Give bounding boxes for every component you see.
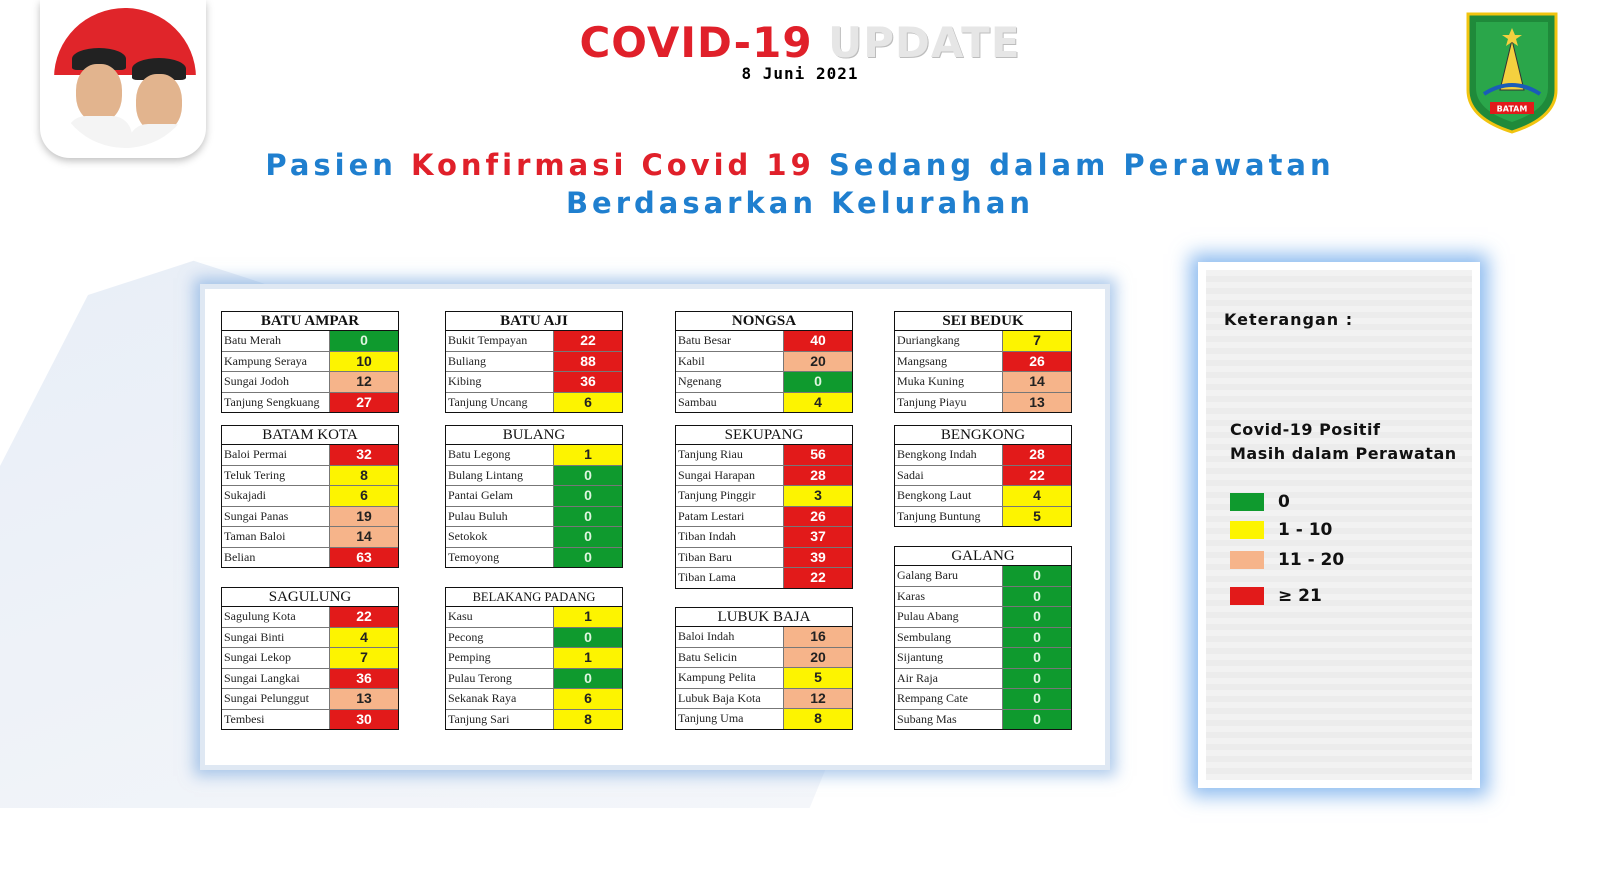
table-row	[222, 548, 398, 568]
kelurahan-name: Pulau Abang	[897, 609, 959, 623]
case-count: 8	[553, 710, 622, 730]
kelurahan-name: Kampung Seraya	[224, 353, 307, 368]
case-count: 26	[1002, 352, 1071, 372]
kelurahan-name: Setokok	[448, 529, 488, 543]
kelurahan-name: Kasu	[448, 609, 473, 623]
table-row	[895, 486, 1071, 507]
table-row	[222, 527, 398, 548]
table-row	[222, 331, 398, 352]
legend-label: 11 - 20	[1278, 550, 1345, 570]
case-count: 16	[783, 627, 852, 647]
district-name: LUBUK BAJA	[676, 608, 852, 627]
legend-caption-line1: Covid-19 Positif	[1230, 420, 1381, 439]
case-count: 63	[329, 548, 398, 568]
case-count: 0	[553, 486, 622, 506]
case-count: 36	[329, 669, 398, 689]
district-name: BENGKONG	[895, 426, 1071, 445]
kelurahan-name: Pulau Buluh	[448, 508, 508, 523]
table-row	[446, 527, 622, 548]
case-count: 28	[783, 466, 852, 486]
case-count: 5	[783, 668, 852, 688]
batam-city-emblem-icon	[1462, 10, 1562, 136]
table-row	[222, 352, 398, 373]
legend-label: 0	[1278, 492, 1290, 512]
kelurahan-name: Tiban Indah	[678, 529, 736, 543]
district-name: BELAKANG PADANG	[446, 588, 622, 607]
table-row	[895, 372, 1071, 393]
case-count: 0	[553, 527, 622, 547]
kelurahan-name: Sadai	[897, 467, 924, 482]
kelurahan-name: Sungai Binti	[224, 629, 285, 644]
title-main: COVID-19	[579, 18, 813, 67]
district-table-sei-beduk	[894, 311, 1072, 413]
subtitle-part-b: Konfirmasi Covid 19	[411, 148, 815, 182]
case-count: 0	[783, 372, 852, 392]
table-row	[446, 507, 622, 528]
kelurahan-name: Taman Baloi	[224, 529, 286, 543]
district-name: SEKUPANG	[676, 426, 852, 445]
kelurahan-name: Sagulung Kota	[224, 609, 296, 623]
kelurahan-name: Tanjung Buntung	[897, 508, 981, 523]
case-count: 13	[1002, 393, 1071, 413]
kelurahan-name: Buliang	[448, 353, 486, 368]
table-row	[895, 607, 1071, 628]
table-row	[676, 568, 852, 588]
kelurahan-name: Kabil	[678, 353, 705, 368]
case-count: 26	[783, 507, 852, 527]
district-table-galang	[894, 546, 1072, 730]
case-count: 56	[783, 445, 852, 465]
kelurahan-name: Tanjung Sari	[448, 711, 510, 726]
table-row	[446, 486, 622, 507]
table-row	[676, 393, 852, 413]
case-count: 0	[1002, 669, 1071, 689]
table-row	[676, 668, 852, 689]
case-count: 0	[329, 331, 398, 351]
official-uniform-right	[128, 124, 194, 148]
kelurahan-name: Mangsang	[897, 353, 947, 368]
kelurahan-name: Lubuk Baja Kota	[678, 690, 761, 705]
subtitle-line2: Berdasarkan Kelurahan	[565, 186, 1035, 220]
case-count: 6	[553, 689, 622, 709]
legend-label: 1 - 10	[1278, 520, 1333, 540]
case-count: 37	[783, 527, 852, 547]
case-count: 12	[329, 372, 398, 392]
kelurahan-name: Air Raja	[897, 670, 938, 685]
case-count: 0	[1002, 566, 1071, 586]
table-row	[895, 445, 1071, 466]
district-table-batam-kota	[221, 425, 399, 568]
case-count: 39	[783, 548, 852, 568]
case-count: 0	[1002, 587, 1071, 607]
kelurahan-name: Tembesi	[224, 711, 265, 726]
table-row	[222, 372, 398, 393]
kelurahan-name: Sungai Pelunggut	[224, 691, 310, 705]
legend-item	[1230, 586, 1322, 606]
case-count: 0	[1002, 710, 1071, 730]
table-row	[895, 628, 1071, 649]
table-row	[895, 466, 1071, 487]
table-row	[222, 710, 398, 730]
title-ghost: UPDATE	[828, 18, 1021, 67]
kelurahan-name: Bukit Tempayan	[448, 333, 528, 347]
case-count: 13	[329, 689, 398, 709]
case-count: 14	[1002, 372, 1071, 392]
case-count: 14	[329, 527, 398, 547]
legend-swatch	[1230, 521, 1264, 539]
table-row	[446, 628, 622, 649]
table-row	[446, 689, 622, 710]
table-row	[895, 393, 1071, 413]
case-count: 22	[783, 568, 852, 588]
table-row	[676, 445, 852, 466]
kelurahan-name: Sekanak Raya	[448, 691, 517, 705]
case-count: 1	[553, 607, 622, 627]
table-row	[446, 548, 622, 568]
subtitle-part-c: Sedang dalam Perawatan	[828, 148, 1335, 182]
case-count: 5	[1002, 507, 1071, 527]
table-row	[446, 607, 622, 628]
case-count: 1	[553, 445, 622, 465]
table-row	[676, 627, 852, 648]
district-name: NONGSA	[676, 312, 852, 331]
table-row	[895, 710, 1071, 730]
table-row	[895, 507, 1071, 527]
table-row	[895, 648, 1071, 669]
kelurahan-name: Belian	[224, 549, 256, 564]
subtitle-line1	[0, 148, 1600, 182]
case-count: 19	[329, 507, 398, 527]
district-table-nongsa	[675, 311, 853, 413]
kelurahan-name: Sungai Lekop	[224, 650, 291, 664]
table-row	[446, 372, 622, 393]
case-count: 22	[329, 607, 398, 627]
table-row	[895, 331, 1071, 352]
subtitle-part-a: Pasien	[265, 148, 397, 182]
table-row	[446, 466, 622, 487]
case-count: 32	[329, 445, 398, 465]
case-count: 7	[1002, 331, 1071, 351]
case-count: 4	[329, 628, 398, 648]
table-row	[895, 587, 1071, 608]
kelurahan-name: Tanjung Uncang	[448, 394, 528, 409]
table-row	[446, 669, 622, 690]
district-table-batu-ampar	[221, 311, 399, 413]
table-row	[446, 393, 622, 413]
case-count: 10	[329, 352, 398, 372]
table-row	[676, 709, 852, 729]
case-count: 0	[1002, 628, 1071, 648]
table-row	[676, 352, 852, 373]
table-row	[446, 352, 622, 373]
table-row	[676, 331, 852, 352]
kelurahan-name: Rempang Cate	[897, 691, 968, 705]
case-count: 0	[1002, 607, 1071, 627]
table-row	[895, 566, 1071, 587]
table-row	[676, 372, 852, 393]
case-count: 22	[553, 331, 622, 351]
official-uniform-left	[66, 116, 132, 148]
case-count: 6	[329, 486, 398, 506]
kelurahan-name: Sungai Harapan	[678, 467, 755, 482]
kelurahan-name: Batu Merah	[224, 333, 281, 347]
kelurahan-name: Sungai Panas	[224, 508, 289, 523]
kelurahan-name: Batu Besar	[678, 333, 731, 347]
kelurahan-name: Tanjung Uma	[678, 711, 744, 725]
kelurahan-name: Sijantung	[897, 650, 944, 664]
page-title	[560, 18, 1040, 68]
kelurahan-name: Tiban Lama	[678, 570, 736, 584]
kelurahan-name: Tanjung Piayu	[897, 394, 967, 409]
case-count: 3	[783, 486, 852, 506]
kelurahan-name: Patam Lestari	[678, 508, 745, 523]
table-row	[222, 607, 398, 628]
table-row	[676, 507, 852, 528]
case-count: 0	[1002, 648, 1071, 668]
table-row	[895, 352, 1071, 373]
table-row	[222, 628, 398, 649]
district-table-sekupang	[675, 425, 853, 589]
case-count: 8	[329, 466, 398, 486]
district-name: SAGULUNG	[222, 588, 398, 607]
legend-swatch	[1230, 551, 1264, 569]
table-row	[676, 548, 852, 569]
case-count: 4	[783, 393, 852, 413]
kelurahan-name: Sungai Jodoh	[224, 374, 290, 388]
case-count: 22	[1002, 466, 1071, 486]
kelurahan-name: Duriangkang	[897, 333, 960, 347]
district-name: BATAM KOTA	[222, 426, 398, 445]
case-count: 20	[783, 648, 852, 668]
case-count: 6	[553, 393, 622, 413]
kelurahan-name: Kampung Pelita	[678, 670, 756, 684]
table-row	[222, 393, 398, 413]
kelurahan-name: Sambau	[678, 394, 717, 409]
case-count: 0	[553, 628, 622, 648]
report-date: 8 Juni 2021	[741, 64, 859, 83]
table-row	[676, 689, 852, 710]
table-row	[222, 669, 398, 690]
case-count: 0	[553, 548, 622, 568]
kelurahan-name: Ngenang	[678, 374, 722, 388]
district-name: BATU AJI	[446, 312, 622, 331]
table-row	[895, 689, 1071, 710]
kelurahan-name: Baloi Indah	[678, 629, 735, 643]
case-count: 4	[1002, 486, 1071, 506]
kelurahan-name: Galang Baru	[897, 568, 958, 582]
kelurahan-name: Kibing	[448, 374, 482, 388]
kelurahan-name: Batu Legong	[448, 447, 511, 461]
kelurahan-name: Temoyong	[448, 549, 500, 564]
header	[560, 18, 1040, 83]
kelurahan-name: Pulau Terong	[448, 670, 512, 685]
case-count: 0	[553, 507, 622, 527]
table-row	[222, 466, 398, 487]
legend-item	[1230, 492, 1290, 512]
legend-heading: Keterangan :	[1224, 310, 1354, 329]
table-row	[446, 445, 622, 466]
kelurahan-name: Bengkong Laut	[897, 488, 972, 502]
table-row	[446, 331, 622, 352]
kelurahan-name: Karas	[897, 588, 925, 603]
case-count: 0	[553, 669, 622, 689]
district-table-lubuk-baja	[675, 607, 853, 730]
kelurahan-name: Pemping	[448, 650, 491, 664]
kelurahan-name: Sembulang	[897, 629, 951, 644]
case-count: 0	[1002, 689, 1071, 709]
case-count: 40	[783, 331, 852, 351]
case-count: 28	[1002, 445, 1071, 465]
case-count: 30	[329, 710, 398, 730]
legend-swatch	[1230, 587, 1264, 605]
table-row	[446, 648, 622, 669]
kelurahan-name: Bulang Lintang	[448, 467, 523, 482]
district-table-sagulung	[221, 587, 399, 730]
case-count: 88	[553, 352, 622, 372]
case-count: 0	[553, 466, 622, 486]
table-row	[222, 507, 398, 528]
table-row	[446, 710, 622, 730]
legend-label: ≥ 21	[1278, 586, 1322, 606]
table-row	[222, 445, 398, 466]
table-row	[222, 689, 398, 710]
district-table-belakang-padang	[445, 587, 623, 730]
table-row	[222, 648, 398, 669]
table-row	[676, 648, 852, 669]
legend-item	[1230, 520, 1332, 540]
kelurahan-name: Subang Mas	[897, 711, 957, 726]
kelurahan-name: Tanjung Riau	[678, 447, 743, 461]
table-row	[676, 466, 852, 487]
kelurahan-name: Sungai Langkai	[224, 670, 300, 685]
kelurahan-name: Tanjung Sengkuang	[224, 394, 320, 409]
district-table-bengkong	[894, 425, 1072, 527]
case-count: 7	[329, 648, 398, 668]
emblem-label: BATAM	[1496, 104, 1528, 114]
legend-box	[1198, 262, 1480, 788]
kelurahan-name: Muka Kuning	[897, 374, 964, 388]
case-count: 8	[783, 709, 852, 729]
district-tables-panel	[200, 284, 1110, 770]
district-name: BATU AMPAR	[222, 312, 398, 331]
district-table-bulang	[445, 425, 623, 568]
case-count: 1	[553, 648, 622, 668]
legend-item	[1230, 550, 1344, 570]
legend-swatch	[1230, 493, 1264, 511]
kelurahan-name: Pantai Gelam	[448, 488, 513, 502]
district-name: GALANG	[895, 547, 1071, 566]
legend-caption-line2: Masih dalam Perawatan	[1230, 444, 1457, 463]
table-row	[895, 669, 1071, 690]
kelurahan-name: Baloi Permai	[224, 447, 287, 461]
case-count: 27	[329, 393, 398, 413]
kelurahan-name: Batu Selicin	[678, 649, 737, 664]
district-name: SEI BEDUK	[895, 312, 1071, 331]
legend-caption	[1230, 418, 1457, 466]
case-count: 36	[553, 372, 622, 392]
district-table-batu-aji	[445, 311, 623, 413]
case-count: 12	[783, 689, 852, 709]
officials-portrait-icon	[40, 0, 206, 158]
kelurahan-name: Sukajadi	[224, 488, 266, 502]
kelurahan-name: Tiban Baru	[678, 549, 732, 564]
portrait-disc	[54, 8, 196, 148]
kelurahan-name: Bengkong Indah	[897, 447, 977, 461]
official-face-left	[76, 64, 122, 122]
table-row	[676, 527, 852, 548]
table-row	[222, 486, 398, 507]
case-count: 20	[783, 352, 852, 372]
kelurahan-name: Pecong	[448, 629, 484, 644]
table-row	[676, 486, 852, 507]
kelurahan-name: Tanjung Pinggir	[678, 488, 756, 502]
district-name: BULANG	[446, 426, 622, 445]
kelurahan-name: Teluk Tering	[224, 467, 286, 482]
